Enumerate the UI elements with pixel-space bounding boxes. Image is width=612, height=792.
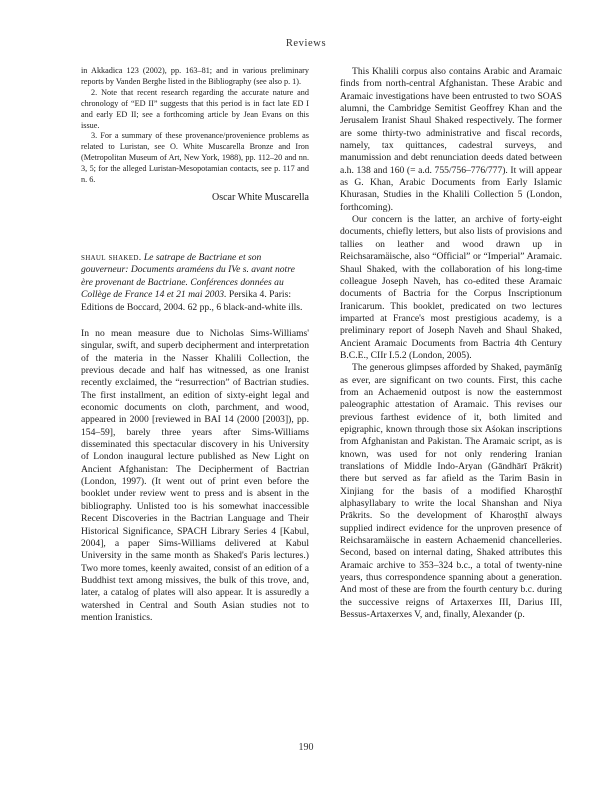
endnote-3: 3. For a summary of these provenance/provenience problems as related to Luristan, see O. White Muscarella Bronze and Iron (Metropolitan Museum of Art, New York, 1988), pp. 112–20 and nn. 3, 5; for the alleged Luristan-Mesopotamian contacts, see p. 117 and n. 6. (81, 131, 309, 185)
review-publication-info: Persika 4. Paris: Editions de Boccard, 2004. 62 pp., 6 black-and-white ills. (81, 289, 303, 313)
paragraph: The generous glimpses afforded by Shaked, paymānīg as ever, are significant on two counts. First, this cache from an Achaemenid outpost is now the easternmost paleographic attestation of Aramaic. This revises our previous farthest evidence of it, both limited and epigraphic, known through those six Aśokan inscriptions from Afghanistan and Pakistan. The Aramaic script, as is known, was used for not only rendering Iranian translations of Middle Indo-Aryan (Gāndhārī Prākrit) there but served as far afield as the Tarim Basin in Xinjiang for the basis of a modified Kharoṣṭhī alphasyllabary to write the local Shanshan and Niya Prākrits. So the development of Kharoṣṭhī always supplied indirect evidence for the unproven presence of Reichsaramäische in eastern Achaemenid chancelleries. Second, based on internal dating, Shaked attributes this Aramaic archive to 353–324 b.c., a total of twenty-nine years, thus correspondence spanning about a generation. And most of these are from the fourth century b.c. during the successive reigns of Artaxerxes III, Darius III, Bessus-Artaxerxes V, and, finally, Alexander (p. (340, 362, 562, 621)
endnotes (81, 66, 309, 186)
paragraph: In no mean measure due to Nicholas Sims-Williams' singular, swift, and superb decipherment and interpretation of the materia in the Nasser Khalili Collection, the previous decade and half has witnessed, as one Iranist recently exclaimed, the “resurrection” of Bactrian studies. The first installment, an edition of sixty-eight legal and economic documents on cloth, parchment, and wood, appeared in 2000 [reviewed in BAI 14 (2000 [2003]), pp. 154–59], barely three years after Sims-Williams disseminated this spectacular discovery in his University of London inaugural lecture published as New Light on Ancient Afghanistan: The Decipherment of Bactrian (London, 1997). (It went out of print even before the booklet under review went to press and is absent in the bibliography. Unlisted too is his somewhat inaccessible Recent Discoveries in the Bactrian Language and Their Historical Significance, SPACH Library Series 4 [Kabul, 2004], a paper Sims-Williams delivered at Kabul University in the same month as Shaked's Paris lectures.) Two more tomes, keenly awaited, consist of an edition of a Buddhist text among missives, the bulk of this trove, and, later, a catalog of plates will also appear. It is assuredly a watershed in Central and South Asian studies not to mention Iranistics. (81, 328, 309, 623)
paragraph: This Khalili corpus also contains Arabic and Aramaic finds from north-central Afghanistan. These Arabic and Aramaic investigations have been entrusted to two SOAS alumni, the Cambridge Semitist Geoffrey Khan and the Jerusalem Iranist Shaul Shaked respectively. The former are some thirty-two administrative and fiscal records, namely, tax quittances, cadestral surveys, and manumission and debt renunciation deeds dated between a.h. 138 and 160 (= a.d. 755/756–776/777). It will appear as G. Khan, Arabic Documents from Early Islamic Khurasan, Studies in the Khalili Collection 5 (London, forthcoming). (340, 66, 562, 213)
endnote-1-continued: in Akkadica 123 (2002), pp. 163–81; and in various preliminary reports by Vanden Berghe listed in the Bibliography (see also p. 1). (81, 66, 309, 86)
page-number: 190 (298, 742, 314, 753)
reviewer-signature: Oscar White Muscarella (212, 191, 309, 203)
left-body (81, 328, 309, 624)
endnote-2: 2. Note that recent research regarding the accurate nature and chronology of “ED II” suggests that this period is in fact late ED I and early ED II; see a forthcoming article by Jean Evans on this issue. (81, 87, 309, 130)
running-header: Reviews (285, 38, 327, 49)
right-column (340, 66, 562, 621)
review-heading (81, 252, 309, 314)
review-book-title: Le satrape de Bactriane et son gouverneur: Documents araméens du IVe s. avant notre ère provenant de Bactriane. Conférences données au Collège de France 14 et 21 mai 2003. (81, 251, 295, 301)
left-column (81, 66, 309, 624)
review-author: shaul shaked. (81, 251, 142, 263)
paragraph: Our concern is the latter, an archive of forty-eight documents, chiefly letters, but also lists of provisions and tallies on leather and wood drawn up in Reichsaramäische, also “Official” or “Imperial” Aramaic. Shaul Shaked, with the collaboration of his long-time colleague Joseph Naveh, has co-edited these Aramaic documents of Bactria for the Corpus Inscriptionum Iranicarum. This booklet, predicated on two lectures imparted at France's most prestigious academy, is a preliminary report of Joseph Naveh and Shaul Shaked, Ancient Aramaic Documents from Bactria 4th Century B.C.E., CIIr I.5.2 (London, 2005). (340, 214, 562, 361)
